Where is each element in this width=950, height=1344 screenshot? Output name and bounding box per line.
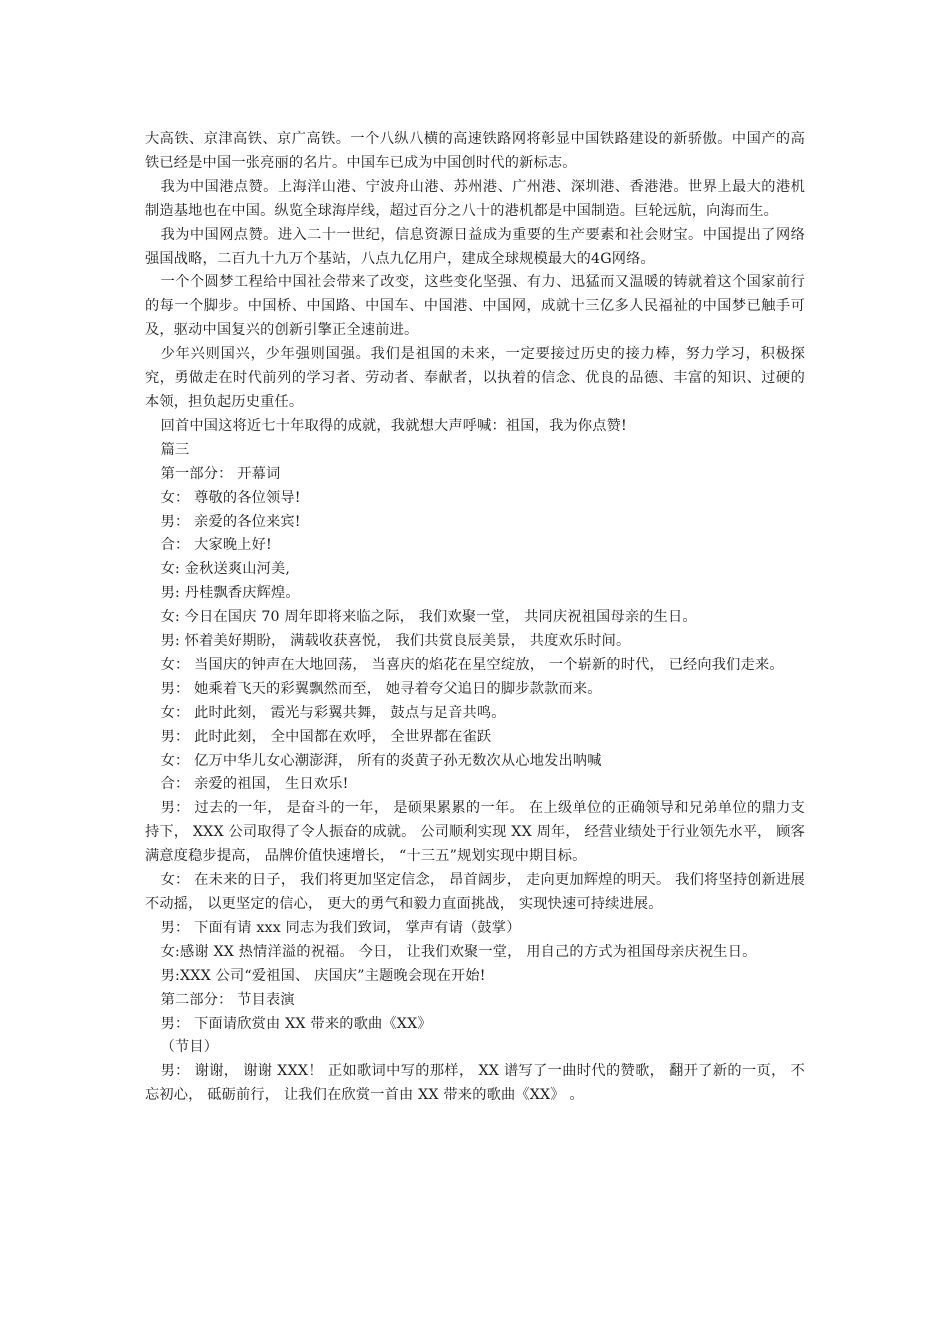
script-line: 男： 此时此刻， 全中国都在欢呼， 全世界都在雀跃 bbox=[160, 728, 492, 745]
paragraph: 我为中国网点赞。进入二十一世纪，信息资源日益成为重要的生产要素和社会财宝。中国提出了网络强国战略，二百九十九万个基站，八点九亿用户，建成全球规模最大的4G网络。 bbox=[145, 226, 805, 267]
script-line: 女: 金秋送爽山河美, bbox=[160, 561, 291, 578]
script-line: 女: 今日在国庆 70 周年即将来临之际， 我们欢聚一堂， 共同庆祝祖国母亲的生日。 bbox=[160, 609, 697, 626]
section-heading: 篇三 bbox=[160, 441, 190, 458]
paragraph: 我为中国港点赞。上海洋山港、宁波舟山港、苏州港、广州港、深圳港、香港港。世界上最大的港机制造基地也在中国。纵览全球海岸线，超过百分之八十的港机都是中国制造。巨轮远航，向海而生。 bbox=[145, 178, 805, 219]
script-line: 男： 下面有请 xxx 同志为我们致词， 掌声有请（鼓掌） bbox=[160, 919, 521, 936]
part-heading: 第一部分： 开幕词 bbox=[160, 465, 281, 482]
script-line: 合： 亲爱的祖国， 生日欢乐! bbox=[160, 776, 349, 793]
script-line: 女:感谢 XX 热情洋溢的祝福。 今日， 让我们欢聚一堂， 用自己的方式为祖国母亲庆祝生日。 bbox=[160, 943, 757, 960]
script-line: 男： 亲爱的各位来宾! bbox=[160, 513, 301, 530]
script-line: 女： 亿万中华儿女心潮澎湃， 所有的炎黄子孙无数次从心地发出呐喊 bbox=[160, 752, 602, 769]
script-line: 女： 尊敬的各位领导! bbox=[160, 489, 301, 506]
paragraph: 大高铁、京津高铁、京广高铁。一个八纵八横的高速铁路网将彰显中国铁路建设的新骄傲。中国产的高铁已经是中国一张亮丽的名片。中国车已成为中国创时代的新标志。 bbox=[145, 131, 805, 171]
script-line: 女： 在未来的日子， 我们将更加坚定信念， 昂首阔步， 走向更加辉煌的明天。 我们将坚持创新进展不动摇， 以更坚定的信心， 更大的勇气和毅力直面挑战， 实现快速可持续进展。 bbox=[145, 872, 805, 912]
script-line: 男:XXX 公司“爱祖国、 庆国庆”主题晚会现在开始! bbox=[160, 967, 486, 984]
part-heading: 第二部分： 节目表演 bbox=[160, 991, 295, 1008]
paragraph: 一个个圆梦工程给中国社会带来了改变，这些变化坚强、有力、迅猛而又温暖的铸就着这个国家前行的每一个脚步。中国桥、中国路、中国车、中国港、中国网，成就十三亿多人民福祉的中国梦已触手可及，驱动中国复兴的创新引擎正全速前进。 bbox=[145, 274, 805, 339]
script-line: 男： 下面请欣赏由 XX 带来的歌曲《XX》 bbox=[160, 1015, 432, 1032]
paragraph: 回首中国这将近七十年取得的成就，我就想大声呼喊：祖国，我为你点赞! bbox=[160, 417, 627, 434]
script-line: 男： 她乘着飞天的彩翼飘然而至， 她寻着夸父追日的脚步款款而来。 bbox=[160, 680, 602, 697]
script-line: 男: 怀着美好期盼， 满载收获喜悦， 我们共赏良辰美景， 共度欢乐时间。 bbox=[160, 633, 631, 650]
script-line: 合： 大家晚上好! bbox=[160, 537, 272, 554]
stage-direction: （节目） bbox=[160, 1039, 219, 1056]
paragraph: 少年兴则国兴，少年强则国强。我们是祖国的未来，一定要接过历史的接力棒，努力学习，积极探究，勇做走在时代前列的学习者、劳动者、奉献者，以执着的信念、优良的品德、丰富的知识、过硬的本领，担负起历史重任。 bbox=[145, 346, 805, 410]
script-line: 女： 当国庆的钟声在大地回荡， 当喜庆的焰花在星空绽放， 一个崭新的时代， 已经向我们走来。 bbox=[160, 656, 784, 673]
script-line: 男： 过去的一年， 是奋斗的一年， 是硕果累累的一年。 在上级单位的正确领导和兄弟单位的鼎力支持下， XXX 公司取得了令人振奋的成就。 公司顺利实现 XX 周年， 经营业绩处于行业领先水平， 顾客满意度稳步提高， 品牌价值快速增长， “十三五”规划实现中期目标。 bbox=[145, 800, 805, 865]
script-line: 男： 谢谢， 谢谢 XXX！ 正如歌词中写的那样， XX 谱写了一曲时代的赞歌， 翻开了新的一页， 不忘初心， 砥砺前行， 让我们在欣赏一首由 XX 带来的歌曲《XX》 。 bbox=[145, 1063, 805, 1104]
document-body bbox=[145, 128, 805, 1108]
script-line: 男: 丹桂飘香庆辉煌。 bbox=[160, 585, 300, 602]
script-line: 女： 此时此刻， 霞光与彩翼共舞， 鼓点与足音共鸣。 bbox=[160, 704, 506, 721]
